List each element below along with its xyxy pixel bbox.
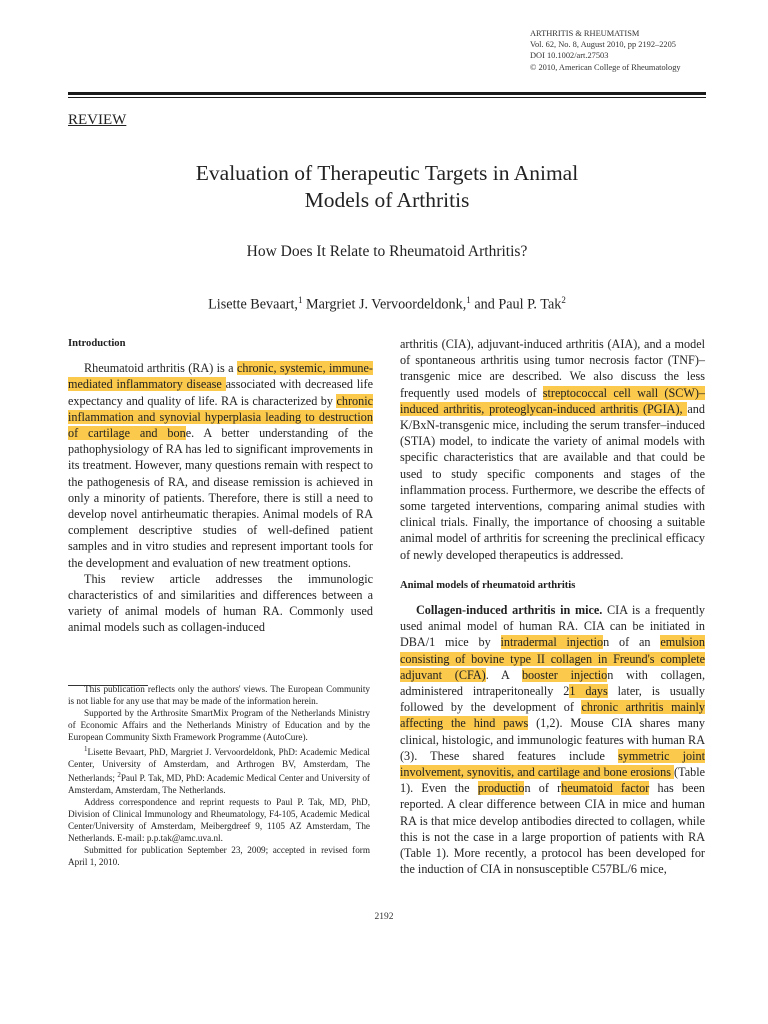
highlighted-text: streptococcal cell wall (SCW)–induced arthritis, proteoglycan-induced arthritis (PGIA), [400,385,706,416]
journal-copyright: © 2010, American College of Rheumatology [530,62,681,72]
left-column [68,336,373,636]
affiliation-marker: 2 [561,295,566,305]
author-name: and Paul P. Tak [470,296,562,313]
body-text: n of r [524,781,562,796]
page-number: 2192 [374,912,394,922]
body-text: (1,2). Mouse CIA shares many clinical, histologic, and immunologic features with human RA (3). These shared features include [400,716,705,763]
introduction-heading: Introduction [68,338,126,349]
article-subtitle: How Does It Relate to Rheumatoid Arthritis? [246,243,528,260]
highlighted-text: intradermal injectio [500,635,604,650]
journal-citation: Vol. 62, No. 8, August 2010, pp 2192–2205 [530,40,676,50]
highlighted-text: productio [477,781,525,796]
body-text: . A [485,667,522,682]
highlighted-text: chronic, systemic, immune-mediated inflammatory disease [68,361,373,392]
article-title [68,160,706,214]
intro-paragraph-1 [68,360,373,571]
body-text: n of an [603,635,661,650]
intro-paragraph-continued [400,336,705,563]
highlighted-text: chronic inflammation and synovial hyperplasia leading to destruction of cartilage and bon [68,393,373,441]
author-name: Margriet J. Vervoordeldonk, [302,296,467,313]
intro-paragraph-2: This review article addresses the immunologic characteristics of and similarities and differences between a variety of animal models of human RA. Commonly used animal models such as collagen-induced [68,571,373,635]
highlighted-text: heumatoid factor [561,781,650,796]
affiliation-marker: 1 [84,744,88,753]
footnotes [68,684,370,869]
cia-paragraph [400,602,705,877]
affiliation-marker: 1 [297,295,303,305]
footnote-text: Lisette Bevaart, PhD, Margriet J. Vervoordeldonk, PhD: Academic Medical Center, University of Amsterdam, and Arthrogen BV, Amsterdam, The Netherlands; [68,746,370,784]
body-text: Rheumatoid arthritis (RA) is a [84,361,237,376]
body-text: n with collagen, administered intraperitoneally 2 [400,667,705,699]
footnote-funding: Supported by the Arthrosite SmartMix Program of the Netherlands Ministry of Economic Affairs and the Netherlands Ministry of Education and by the European Community Sixth Framework Programme (AutoCure). [68,707,370,742]
spacer [400,563,705,578]
title-line-1: Evaluation of Therapeutic Targets in Animal [195,161,579,185]
footnote-correspondence: Address correspondence and reprint requests to Paul P. Tak, MD, PhD, Division of Clinical Immunology and Rheumatology, F4-105, Academic Medical Center/University of Amsterdam, Meibergdreef 9, 1105 AZ Amsterdam, The Netherlands. E-mail: p.p.tak@amc.uva.nl. [68,797,370,843]
footnote-text: Paul P. Tak, MD, PhD: Academic Medical Center and University of Amsterdam, Amsterdam, The Netherlands. [68,773,370,796]
body-text: (Table 1). Even the [400,765,705,796]
body-text: arthritis (CIA), adjuvant-induced arthritis (AIA), and a model of spontaneous arthritis using tumor necrosis factor (TNF)–transgenic mice are described. We also discuss the less frequently used models of [400,337,705,400]
highlighted-text: chronic arthritis mainly affecting the hind paws [400,700,705,731]
header-rule-thick [68,92,706,95]
highlighted-text: booster injectio [521,667,608,682]
journal-header [530,28,760,73]
author-name: Lisette Bevaart, [208,296,298,313]
body-text: CIA is a frequently used animal model of human RA. CIA can be initiated in DBA/1 mice by [400,603,706,650]
body-text: e. A better understanding of the pathophysiology of RA has led to significant improvements in its treatment. However, many questions remain with respect to the pathogenesis of RA, and disease remission is achieved in only a minority of patients. Therefore, there is still a need to develop novel antirheumatic therapies. Animal models of RA complement descriptive studies of well-defined patient samples and in vitro studies and represent important tools for the development and evaluation of new treatment options. [68,426,373,570]
footnote-disclaimer: This publication reflects only the authors' views. The European Community is not liable for any use that may be made of the information herein. [68,684,370,706]
runin-heading: Collagen-induced arthritis in mice. [416,603,603,618]
affiliation-marker: 2 [117,771,121,780]
affiliation-marker: 1 [466,295,471,305]
footnote-submission: Submitted for publication September 23, 2009; accepted in revised form April 1, 2010. [68,844,370,867]
body-text: has been reported. A clear difference between CIA in mice and human RA is that mice develop antibodies directed to collagen, while this is not the case in a large proportion of patients with RA (Table 1). More recently, a protocol has been developed for the induction of CIA in nonsusceptible C57BL/6 mice, [400,781,705,877]
header-rule-thin [68,97,706,98]
title-line-2: Models of Arthritis [304,188,470,212]
highlighted-text: 1 days [569,684,608,699]
section-label: REVIEW [68,112,127,128]
footnote-affiliations [68,744,370,798]
highlighted-text: symmetric joint involvement, synovitis, and cartilage and bone erosions [400,748,705,780]
journal-name: ARTHRITIS & RHEUMATISM [530,29,640,38]
body-text: and K/BxN-transgenic mice, including the serum transfer–induced (STIA) model, to indicate the variety of animal models with specific characteristics that are available and that could be used to study specific components and stages of the inflammation process. Furthermore, we describe the effects of some targeted interventions, comparing animal studies with clinical trials. Finally, the importance of choosing a suitable animal model of arthritis for screening the preclinical efficacy of newly developed therapeutics is addressed. [400,401,705,562]
animal-models-heading: Animal models of rheumatoid arthritis [400,579,576,591]
body-text: associated with decreased life expectancy and quality of life. RA is characterized by [68,377,374,408]
right-column [400,336,705,878]
journal-doi: DOI 10.1002/art.27503 [530,51,609,61]
author-list [68,295,706,314]
highlighted-text: emulsion consisting of bovine type II collagen in Freund's complete adjuvant (CFA) [400,635,705,682]
body-text: later, is usually followed by the development of [400,684,705,715]
